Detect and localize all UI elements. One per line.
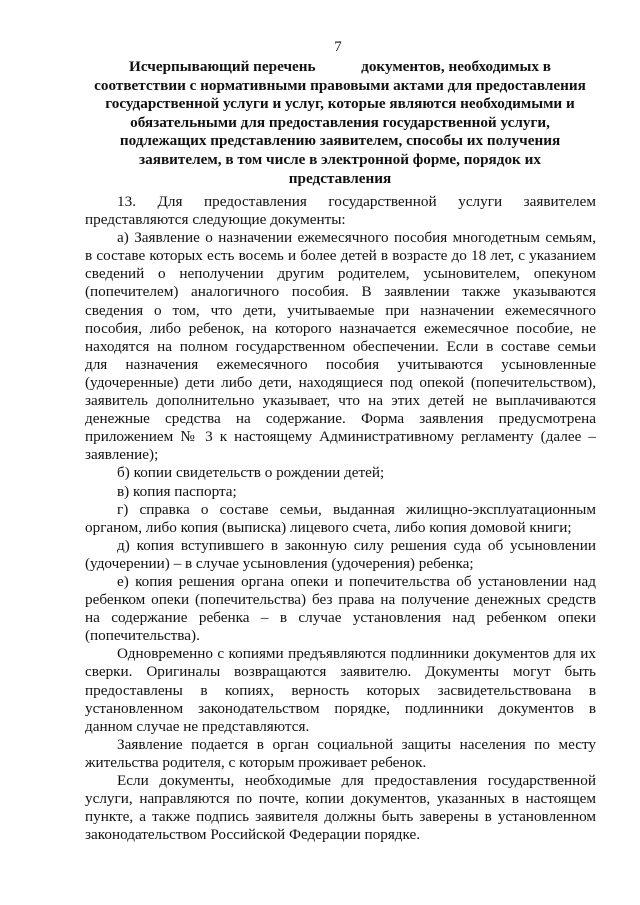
paragraph [85, 193, 596, 229]
section-heading [92, 58, 588, 188]
heading-line: Исчерпывающий перечень документов, необходимых в [129, 58, 551, 75]
text-line: б) копии свидетельств о рождении детей; [117, 464, 385, 482]
text-line: сведений о неполучении другим родителем, усыновителем, опекуном [85, 265, 596, 283]
text-line: пособия, либо ребенок, на которого назначается ежемесячное пособие, не [85, 319, 596, 337]
text-line: сверки. Оригиналы возвращаются заявителю. Документы могут быть [85, 663, 596, 681]
text-line: заявитель дополнительно указывает, что на этих детей не выплачиваются [85, 392, 596, 410]
text-line: приложением № 3 к настоящему Административному регламенту (далее – [85, 428, 596, 446]
heading-line: соответствии с нормативными правовыми актами для предоставления [94, 76, 586, 94]
text-line: Одновременно с копиями предъявляются подлинники документов для их [117, 645, 596, 663]
paragraph [117, 464, 596, 482]
paragraph [85, 536, 596, 573]
text-line: представляются следующие документы: [85, 211, 346, 229]
heading-line: подлежащих представлению заявителем, способы их получения [119, 132, 561, 150]
text-line: заявление); [85, 446, 159, 464]
heading-line: государственной услуги и услуг, которые являются необходимыми и [105, 95, 575, 113]
paragraph [117, 483, 596, 501]
paragraph [85, 500, 596, 537]
page-number: 7 [334, 39, 342, 55]
text-line: законодательством Российской Федерации порядке. [85, 826, 421, 844]
heading-line: заявителем, в том числе в электронной форме, порядок их [139, 150, 541, 168]
heading-line: обязательными для предоставления государственной услуги, [130, 113, 550, 131]
text-line: жительства родителя, с которым проживает ребенок. [85, 753, 427, 771]
text-line: установленном законодательством порядке, подлинники документов в [85, 699, 596, 717]
text-line: находятся на полном государственном обеспечении. Если в составе семьи [85, 337, 596, 355]
text-line: Если документы, необходимые для предоставления государственной [117, 772, 596, 789]
text-line: услуги, направляются по почте, копии документов, указанных в настоящем [85, 790, 596, 808]
paragraph [85, 645, 596, 735]
heading-line: представления [288, 169, 392, 187]
document-body [85, 193, 596, 844]
text-line: данном случае не представляются. [85, 717, 310, 735]
text-line: (попечительства). [85, 627, 200, 645]
text-line: (удочеренные) дети либо дети, находящиеся под опекой (попечительством), [85, 373, 596, 391]
text-line: для назначения ежемесячного пособия учитываются усыновленные [85, 355, 596, 373]
text-line: денежные средства на содержание. Форма заявления предусмотрена [85, 410, 596, 428]
text-line: на содержание ребенка – в случае установления над ребенком опеки [85, 609, 596, 627]
text-line: е) копия решения органа опеки и попечительства об установлении над [117, 572, 596, 590]
text-line: (удочерении) – в случае усыновления (удочерения) ребенка; [85, 554, 474, 572]
text-line: органом, либо копия (выписка) лицевого счета, либо копия домовой книги; [85, 518, 572, 536]
text-line: пункте, а также подпись заявителя должны быть заверены в установленном [85, 808, 596, 826]
text-line: в) копия паспорта; [117, 482, 237, 500]
text-line: сведения о том, что дети, учитываемые при назначении ежемесячного [85, 301, 596, 319]
text-line: предоставлены в копиях, верность которых засвидетельствована в [85, 681, 596, 699]
text-line: ребенком опеки (попечительства) без права на получение денежных средств [85, 591, 596, 609]
text-line: д) копия вступившего в законную силу решения суда об усыновлении [117, 536, 596, 554]
text-line: г) справка о составе семьи, выданная жилищно-эксплуатационным [117, 500, 596, 518]
paragraph [85, 572, 596, 645]
text-line: в составе которых есть восемь и более детей в возрасте до 18 лет, с указанием [85, 247, 596, 265]
text-line: (попечителем) аналогичного пособия. В заявлении также указываются [85, 283, 596, 301]
paragraph [85, 772, 596, 844]
text-line: 13. Для предоставления государственной услуги заявителем [117, 193, 596, 210]
paragraph [85, 735, 596, 772]
paragraph [85, 229, 596, 464]
text-line: а) Заявление о назначении ежемесячного пособия многодетным семьям, [117, 229, 596, 247]
text-line: Заявление подается в орган социальной защиты населения по месту [117, 735, 596, 753]
